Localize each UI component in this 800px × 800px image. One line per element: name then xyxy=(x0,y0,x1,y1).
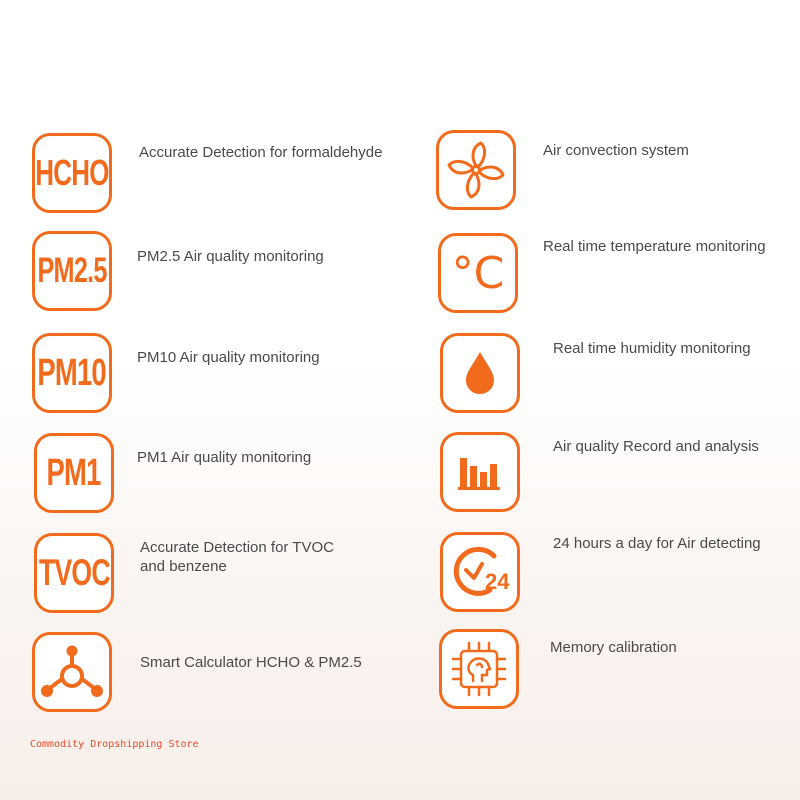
feature-label-pm25: PM2.5 Air quality monitoring xyxy=(137,248,324,265)
temperature-icon xyxy=(438,233,518,313)
feature-label-pm1: PM1 Air quality monitoring xyxy=(137,449,312,466)
feature-label-calculator: Smart Calculator HCHO & PM2.5 xyxy=(140,654,362,671)
tvoc-icon xyxy=(34,533,114,613)
pm25-icon-text: PM2.5 xyxy=(37,251,107,290)
feature-label-24hours: 24 hours a day for Air detecting xyxy=(553,535,761,552)
pm10-icon-text: PM10 xyxy=(37,351,107,394)
pm1-icon xyxy=(34,433,114,513)
feature-label-convection: Air convection system xyxy=(543,142,689,159)
pm10-icon xyxy=(32,333,112,413)
feature-label-humidity: Real time humidity monitoring xyxy=(553,340,751,357)
celsius-icon-text: °C xyxy=(451,247,505,299)
feature-label-temperature: Real time temperature monitoring xyxy=(543,238,766,255)
feature-label-formaldehyde: Accurate Detection for formaldehyde xyxy=(139,144,383,161)
bar-chart-icon xyxy=(440,432,520,512)
feature-label-pm10: PM10 Air quality monitoring xyxy=(137,349,320,366)
pm25-icon xyxy=(32,231,112,311)
feature-label-tvoc xyxy=(140,538,334,576)
chip-brain-icon xyxy=(439,629,519,709)
feature-label-record: Air quality Record and analysis xyxy=(553,438,759,455)
pm1-icon-text: PM1 xyxy=(46,451,102,494)
water-drop-icon xyxy=(440,333,520,413)
hcho-icon-text: HCHO xyxy=(35,152,109,193)
fan-icon xyxy=(436,130,516,210)
molecule-icon xyxy=(32,632,112,712)
feature-label-tvoc-line1: Accurate Detection for TVOC xyxy=(140,539,334,556)
tvoc-icon-text: TVOC xyxy=(38,552,110,593)
hcho-icon xyxy=(32,133,112,213)
clock-24-icon-text: 24 xyxy=(485,569,510,594)
clock-24-icon xyxy=(440,532,520,612)
feature-label-memory: Memory calibration xyxy=(550,639,677,656)
feature-label-tvoc-line2: and benzene xyxy=(140,558,227,575)
store-watermark: Commodity Dropshipping Store xyxy=(30,739,199,750)
